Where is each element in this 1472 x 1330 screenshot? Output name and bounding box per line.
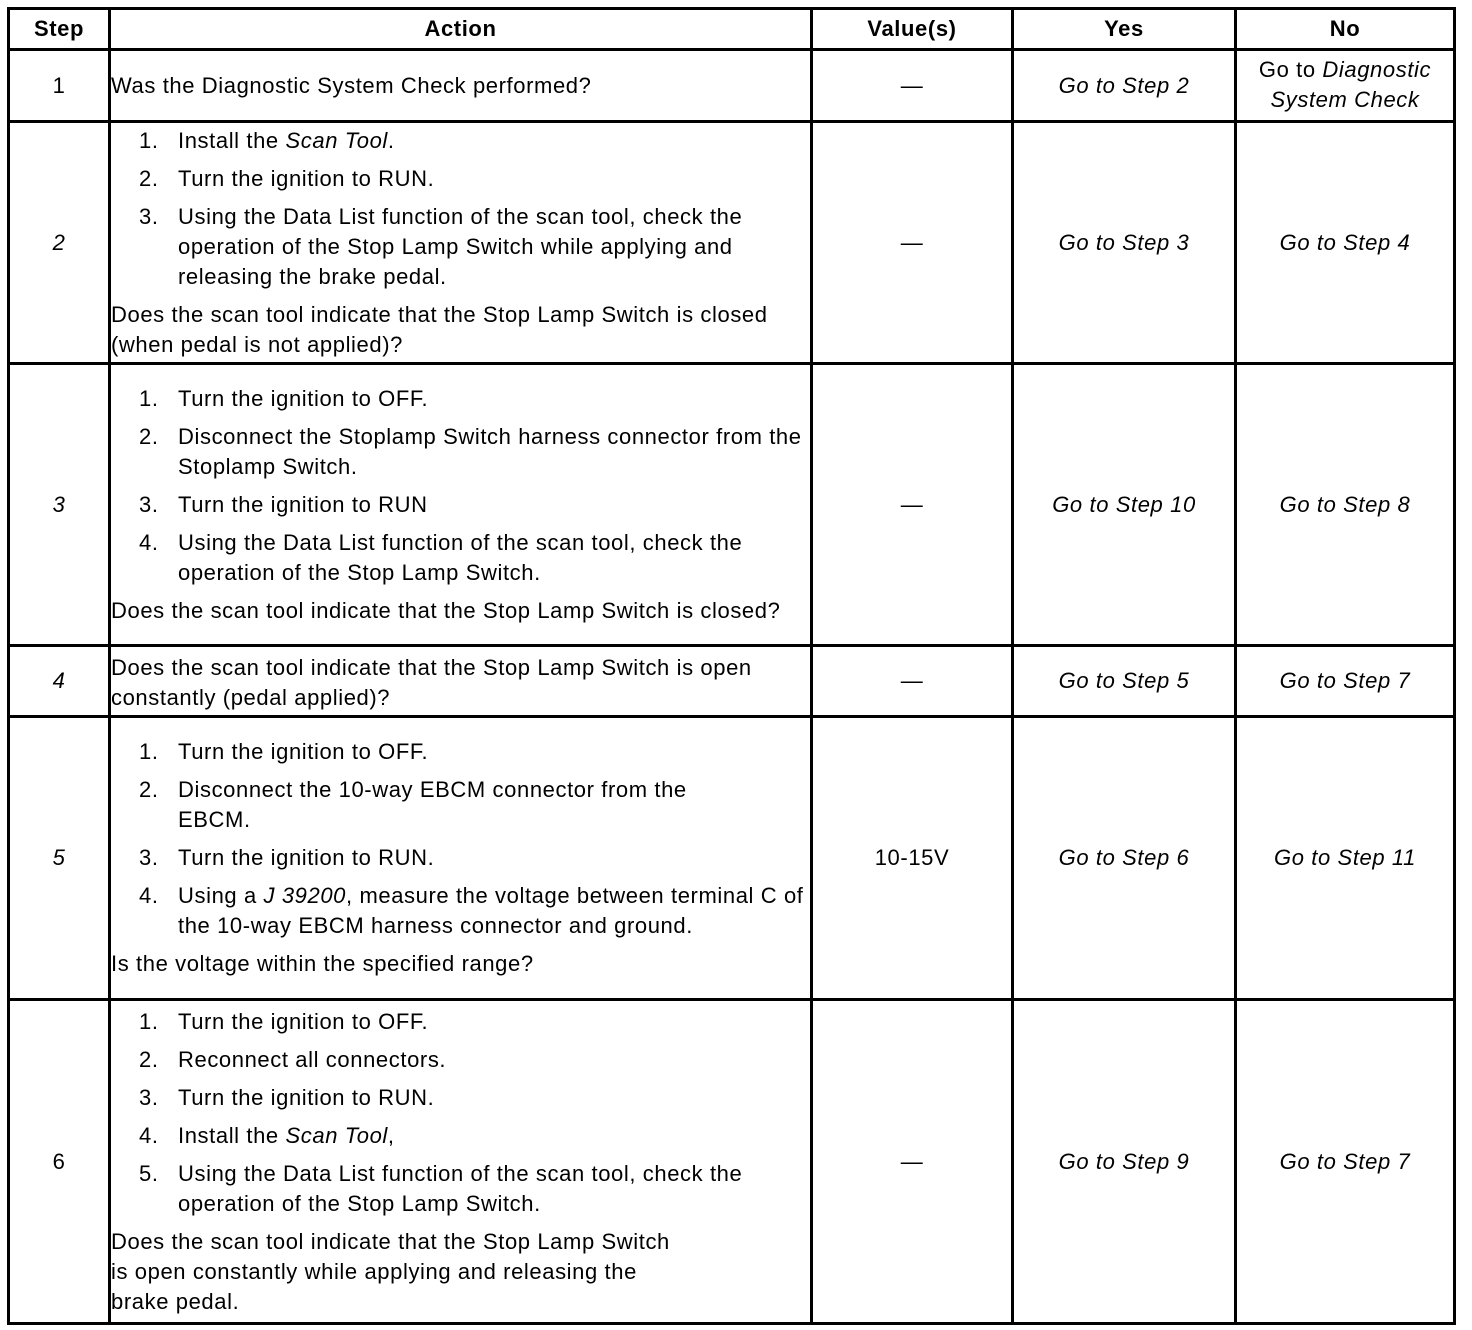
no-cell: Go to Step 11 <box>1236 717 1455 1000</box>
header-values: Value(s) <box>812 9 1013 50</box>
action-cell <box>110 717 812 1000</box>
no-cell: Go to Step 8 <box>1236 364 1455 646</box>
table-row <box>9 122 1455 364</box>
action-cell <box>110 1000 812 1324</box>
no-prefix: Go to <box>1258 57 1323 82</box>
action-step-item: 5. Using the Data List function of the scan tool, check the operation of the Stop Lamp Switch. <box>139 1160 743 1216</box>
action-step-item: 3. Using the Data List function of the scan tool, check the operation of the Stop Lamp Switch while applying and releasing the brake pedal. <box>139 203 743 289</box>
header-action: Action <box>110 9 812 50</box>
no-cell: Go to Step 7 <box>1236 1000 1455 1324</box>
yes-cell: Go to Step 6 <box>1013 717 1236 1000</box>
value-cell: — <box>812 50 1013 122</box>
action-question: Is the voltage within the specified range? <box>111 951 534 976</box>
no-cell: Go to Step 7 <box>1236 646 1455 717</box>
no-emphasis: Diagnostic System Check <box>1270 57 1432 112</box>
action-step-item: 2. Turn the ignition to RUN. <box>139 165 435 191</box>
action-step-item: 3. Turn the ignition to RUN <box>139 491 428 517</box>
action-cell <box>110 646 812 717</box>
table-row <box>9 1000 1455 1324</box>
action-cell <box>110 364 812 646</box>
action-steps <box>111 126 810 292</box>
action-step-item: 2. Reconnect all connectors. <box>139 1046 447 1072</box>
action-step-item: 1. Install the Scan Tool. <box>139 127 395 153</box>
action-question: Was the Diagnostic System Check performed? <box>111 72 592 98</box>
yes-cell: Go to Step 10 <box>1013 364 1236 646</box>
table-row <box>9 646 1455 717</box>
action-step-item: 3. Turn the ignition to RUN. <box>139 1084 435 1110</box>
header-no: No <box>1236 9 1455 50</box>
action-steps <box>111 384 810 588</box>
action-step-item: 2. Disconnect the Stoplamp Switch harness connector from the Stoplamp Switch. <box>139 423 802 479</box>
header-row <box>9 9 1455 50</box>
action-question: Does the scan tool indicate that the Stop Lamp Switch is closed? <box>111 597 781 623</box>
yes-cell: Go to Step 3 <box>1013 122 1236 364</box>
table-row <box>9 50 1455 122</box>
action-cell <box>110 50 812 122</box>
table-row <box>9 364 1455 646</box>
yes-cell: Go to Step 5 <box>1013 646 1236 717</box>
action-step-item: 1. Turn the ignition to OFF. <box>139 1008 429 1034</box>
action-step-item: 4. Install the Scan Tool, <box>139 1122 395 1148</box>
action-step-item: 1. Turn the ignition to OFF. <box>139 739 429 764</box>
action-question: Does the scan tool indicate that the Stop Lamp Switch is open constantly (pedal applied)? <box>111 654 752 710</box>
table-row <box>9 717 1455 1000</box>
action-question: Does the scan tool indicate that the Stop Lamp Switch is closed (when pedal is not applied)? <box>111 301 768 357</box>
no-cell <box>1236 50 1455 122</box>
value-cell: — <box>812 364 1013 646</box>
action-question: Does the scan tool indicate that the Stop Lamp Switch is open constantly while applying and releasing the brake pedal. <box>111 1228 670 1314</box>
action-step-item: 3. Turn the ignition to RUN. <box>139 845 435 870</box>
no-cell: Go to Step 4 <box>1236 122 1455 364</box>
action-step-item: 4. Using the Data List function of the scan tool, check the operation of the Stop Lamp Switch. <box>139 529 743 585</box>
value-cell: — <box>812 122 1013 364</box>
value-cell: — <box>812 646 1013 717</box>
step-number: 2 <box>9 122 110 364</box>
header-yes: Yes <box>1013 9 1236 50</box>
action-steps <box>111 1007 810 1219</box>
action-step-item: 4. Using a J 39200, measure the voltage between terminal C of the 10-way EBCM harness connector and ground. <box>139 883 804 938</box>
action-steps <box>111 737 810 941</box>
action-step-item: 2. Disconnect the 10-way EBCM connector from the EBCM. <box>139 777 687 832</box>
yes-cell: Go to Step 9 <box>1013 1000 1236 1324</box>
header-step: Step <box>9 9 110 50</box>
yes-cell: Go to Step 2 <box>1013 50 1236 122</box>
step-number: 6 <box>9 1000 110 1324</box>
action-cell <box>110 122 812 364</box>
step-number: 5 <box>9 717 110 1000</box>
step-number: 1 <box>9 50 110 122</box>
diagnostic-table <box>7 7 1456 1325</box>
value-cell: — <box>812 1000 1013 1324</box>
action-step-item: 1. Turn the ignition to OFF. <box>139 385 429 411</box>
step-number: 4 <box>9 646 110 717</box>
value-cell: 10-15V <box>812 717 1013 1000</box>
step-number: 3 <box>9 364 110 646</box>
